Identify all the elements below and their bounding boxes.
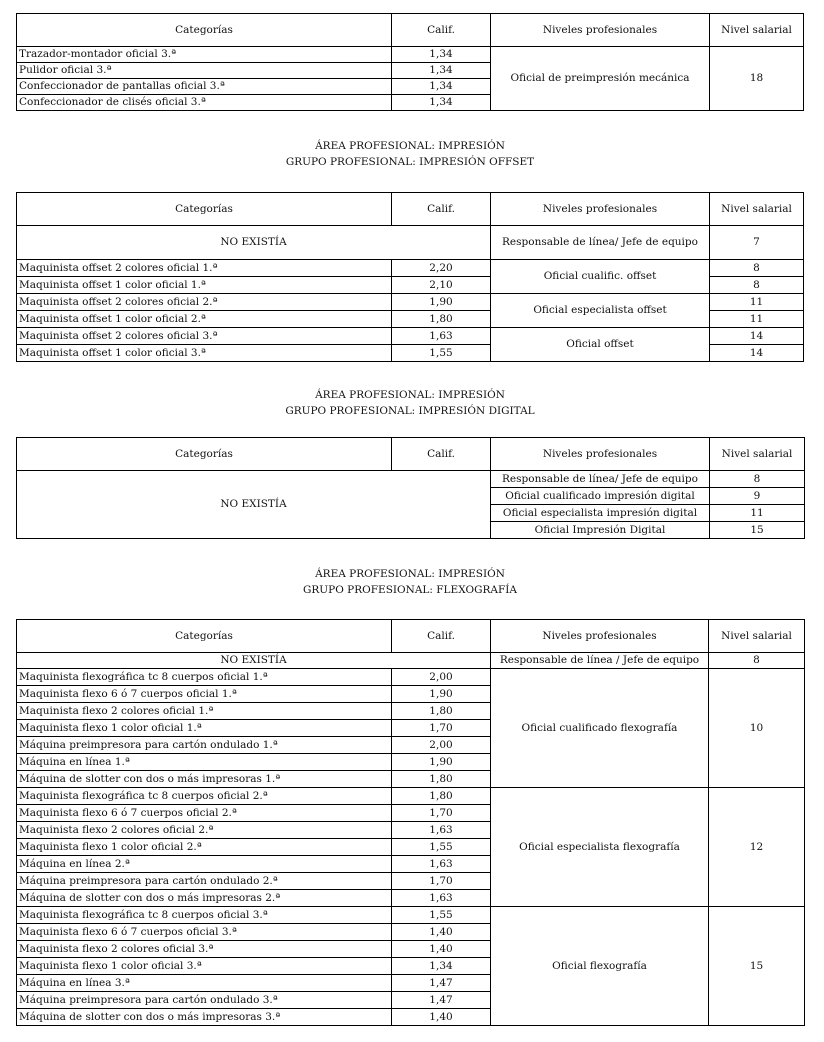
preimpresion-table	[16, 13, 804, 111]
categoria-cell: Máquina preimpresora para cartón ondulado 2.ª	[17, 873, 392, 890]
header-categorias: Categorías	[17, 193, 392, 226]
nivel-salarial-cell: 15	[709, 907, 805, 1026]
categoria-cell: Confeccionador de clisés oficial 3.ª	[17, 95, 392, 111]
grupo-label: GRUPO PROFESIONAL: IMPRESIÓN OFFSET	[285, 156, 535, 168]
calif-cell: 1,80	[392, 703, 491, 720]
calif-cell: 1,34	[392, 95, 491, 111]
categoria-cell: Maquinista flexográfica tc 8 cuerpos oficial 1.ª	[17, 669, 392, 686]
nivel-salarial-cell: 8	[710, 471, 805, 488]
categoria-cell: Maquinista flexo 2 colores oficial 3.ª	[17, 941, 392, 958]
calif-cell: 1,63	[392, 856, 491, 873]
header-niveles-profesionales: Niveles profesionales	[491, 620, 709, 653]
nivel-salarial-cell: 15	[710, 522, 805, 539]
digital-table	[16, 437, 805, 539]
calif-cell: 1,55	[392, 345, 491, 362]
nivel-profesional-cell: Responsable de línea/ Jefe de equipo	[491, 471, 710, 488]
calif-cell: 1,34	[392, 958, 491, 975]
nivel-profesional-cell: Oficial especialista offset	[491, 294, 710, 328]
categoria-cell: Maquinista flexo 1 color oficial 1.ª	[17, 720, 392, 737]
nivel-salarial-cell: 11	[710, 505, 805, 522]
calif-cell: 2,00	[392, 669, 491, 686]
calif-cell: 1,63	[392, 822, 491, 839]
nivel-profesional-cell: Oficial cualificado impresión digital	[491, 488, 710, 505]
nivel-salarial-cell: 8	[710, 260, 804, 277]
nivel-profesional-cell: Oficial de preimpresión mecánica	[491, 47, 710, 111]
area-label: ÁREA PROFESIONAL: IMPRESIÓN	[315, 389, 505, 401]
area-label: ÁREA PROFESIONAL: IMPRESIÓN	[315, 140, 505, 152]
calif-cell: 1,63	[392, 328, 491, 345]
categoria-cell: Maquinista flexo 1 color oficial 3.ª	[17, 958, 392, 975]
categoria-cell: Maquinista flexo 2 colores oficial 1.ª	[17, 703, 392, 720]
header-nivel-salarial: Nivel salarial	[709, 620, 805, 653]
nivel-profesional-cell: Oficial cualific. offset	[491, 260, 710, 294]
categoria-cell: Maquinista offset 1 color oficial 1.ª	[17, 277, 392, 294]
calif-cell: 1,34	[392, 47, 491, 63]
header-niveles-profesionales: Niveles profesionales	[491, 193, 710, 226]
nivel-salarial-cell: 11	[710, 311, 804, 328]
header-nivel-salarial: Nivel salarial	[710, 438, 805, 471]
calif-cell: 2,00	[392, 737, 491, 754]
categoria-cell: Máquina de slotter con dos o más impresoras 2.ª	[17, 890, 392, 907]
calif-cell: 1,34	[392, 63, 491, 79]
header-calif: Calif.	[392, 620, 491, 653]
grupo-label: GRUPO PROFESIONAL: IMPRESIÓN DIGITAL	[285, 405, 535, 417]
table-row	[17, 653, 805, 669]
nivel-profesional-cell: Oficial flexografía	[491, 907, 709, 1026]
table-row	[17, 260, 804, 277]
calif-cell: 1,80	[392, 788, 491, 805]
header-categorias: Categorías	[17, 438, 392, 471]
header-calif: Calif.	[392, 14, 491, 47]
header-calif: Calif.	[392, 193, 491, 226]
table-row	[17, 226, 804, 260]
nivel-profesional-cell: Responsable de línea / Jefe de equipo	[491, 653, 709, 669]
calif-cell: 1,40	[392, 941, 491, 958]
categoria-cell: Trazador-montador oficial 3.ª	[17, 47, 392, 63]
nivel-salarial-cell: 8	[709, 653, 805, 669]
categoria-cell: Maquinista flexo 2 colores oficial 2.ª	[17, 822, 392, 839]
calif-cell: 1,40	[392, 924, 491, 941]
nivel-salarial-cell: 9	[710, 488, 805, 505]
nivel-profesional-cell: Responsable de línea/ Jefe de equipo	[491, 226, 710, 260]
section-heading-digital	[16, 387, 804, 419]
calif-cell: 1,55	[392, 907, 491, 924]
calif-cell: 1,90	[392, 754, 491, 771]
nivel-salarial-cell: 18	[710, 47, 804, 111]
table-row	[17, 669, 805, 686]
calif-cell: 2,10	[392, 277, 491, 294]
categoria-cell: Maquinista offset 1 color oficial 2.ª	[17, 311, 392, 328]
table-row	[17, 788, 805, 805]
calif-cell: 1,55	[392, 839, 491, 856]
offset-table	[16, 192, 804, 362]
nivel-profesional-cell: Oficial especialista flexografía	[491, 788, 709, 907]
header-categorias: Categorías	[17, 620, 392, 653]
no-existia-cell: NO EXISTÍA	[17, 653, 491, 669]
table-row	[17, 471, 805, 488]
nivel-salarial-cell: 14	[710, 345, 804, 362]
table-row	[17, 328, 804, 345]
nivel-profesional-cell: Oficial cualificado flexografía	[491, 669, 709, 788]
categoria-cell: Máquina de slotter con dos o más impresoras 1.ª	[17, 771, 392, 788]
categoria-cell: Máquina en línea 3.ª	[17, 975, 392, 992]
categoria-cell: Maquinista offset 2 colores oficial 3.ª	[17, 328, 392, 345]
header-nivel-salarial: Nivel salarial	[710, 14, 804, 47]
calif-cell: 1,70	[392, 873, 491, 890]
calif-cell: 1,40	[392, 1009, 491, 1026]
section-heading-flexografia	[16, 566, 804, 598]
no-existia-cell: NO EXISTÍA	[17, 226, 491, 260]
area-label: ÁREA PROFESIONAL: IMPRESIÓN	[315, 568, 505, 580]
header-calif: Calif.	[392, 438, 491, 471]
nivel-salarial-cell: 7	[710, 226, 804, 260]
calif-cell: 1,90	[392, 686, 491, 703]
categoria-cell: Maquinista offset 1 color oficial 3.ª	[17, 345, 392, 362]
calif-cell: 1,47	[392, 975, 491, 992]
categoria-cell: Maquinista flexográfica tc 8 cuerpos oficial 2.ª	[17, 788, 392, 805]
header-nivel-salarial: Nivel salarial	[710, 193, 804, 226]
header-niveles-profesionales: Niveles profesionales	[491, 14, 710, 47]
categoria-cell: Máquina de slotter con dos o más impresoras 3.ª	[17, 1009, 392, 1026]
nivel-profesional-cell: Oficial offset	[491, 328, 710, 362]
calif-cell: 1,70	[392, 805, 491, 822]
no-existia-cell: NO EXISTÍA	[17, 471, 491, 539]
categoria-cell: Maquinista flexográfica tc 8 cuerpos oficial 3.ª	[17, 907, 392, 924]
nivel-salarial-cell: 12	[709, 788, 805, 907]
calif-cell: 1,70	[392, 720, 491, 737]
nivel-salarial-cell: 10	[709, 669, 805, 788]
categoria-cell: Máquina en línea 1.ª	[17, 754, 392, 771]
grupo-label: GRUPO PROFESIONAL: FLEXOGRAFÍA	[303, 584, 517, 596]
calif-cell: 1,47	[392, 992, 491, 1009]
header-niveles-profesionales: Niveles profesionales	[491, 438, 710, 471]
calif-cell: 1,90	[392, 294, 491, 311]
calif-cell: 1,80	[392, 771, 491, 788]
categoria-cell: Maquinista flexo 6 ó 7 cuerpos oficial 3.ª	[17, 924, 392, 941]
nivel-salarial-cell: 11	[710, 294, 804, 311]
table-row	[17, 47, 804, 63]
nivel-salarial-cell: 8	[710, 277, 804, 294]
table-row	[17, 294, 804, 311]
calif-cell: 2,20	[392, 260, 491, 277]
categoria-cell: Máquina preimpresora para cartón ondulado 3.ª	[17, 992, 392, 1009]
categoria-cell: Confeccionador de pantallas oficial 3.ª	[17, 79, 392, 95]
categoria-cell: Máquina en línea 2.ª	[17, 856, 392, 873]
table-row	[17, 907, 805, 924]
categoria-cell: Pulidor oficial 3.ª	[17, 63, 392, 79]
nivel-profesional-cell: Oficial especialista impresión digital	[491, 505, 710, 522]
nivel-salarial-cell: 14	[710, 328, 804, 345]
categoria-cell: Maquinista offset 2 colores oficial 1.ª	[17, 260, 392, 277]
calif-cell: 1,34	[392, 79, 491, 95]
flexografia-table	[16, 619, 805, 1026]
categoria-cell: Máquina preimpresora para cartón ondulado 1.ª	[17, 737, 392, 754]
categoria-cell: Maquinista offset 2 colores oficial 2.ª	[17, 294, 392, 311]
calif-cell: 1,63	[392, 890, 491, 907]
categoria-cell: Maquinista flexo 1 color oficial 2.ª	[17, 839, 392, 856]
categoria-cell: Maquinista flexo 6 ó 7 cuerpos oficial 2.ª	[17, 805, 392, 822]
header-categorias: Categorías	[17, 14, 392, 47]
section-heading-offset	[16, 138, 804, 170]
categoria-cell: Maquinista flexo 6 ó 7 cuerpos oficial 1.ª	[17, 686, 392, 703]
nivel-profesional-cell: Oficial Impresión Digital	[491, 522, 710, 539]
calif-cell: 1,80	[392, 311, 491, 328]
